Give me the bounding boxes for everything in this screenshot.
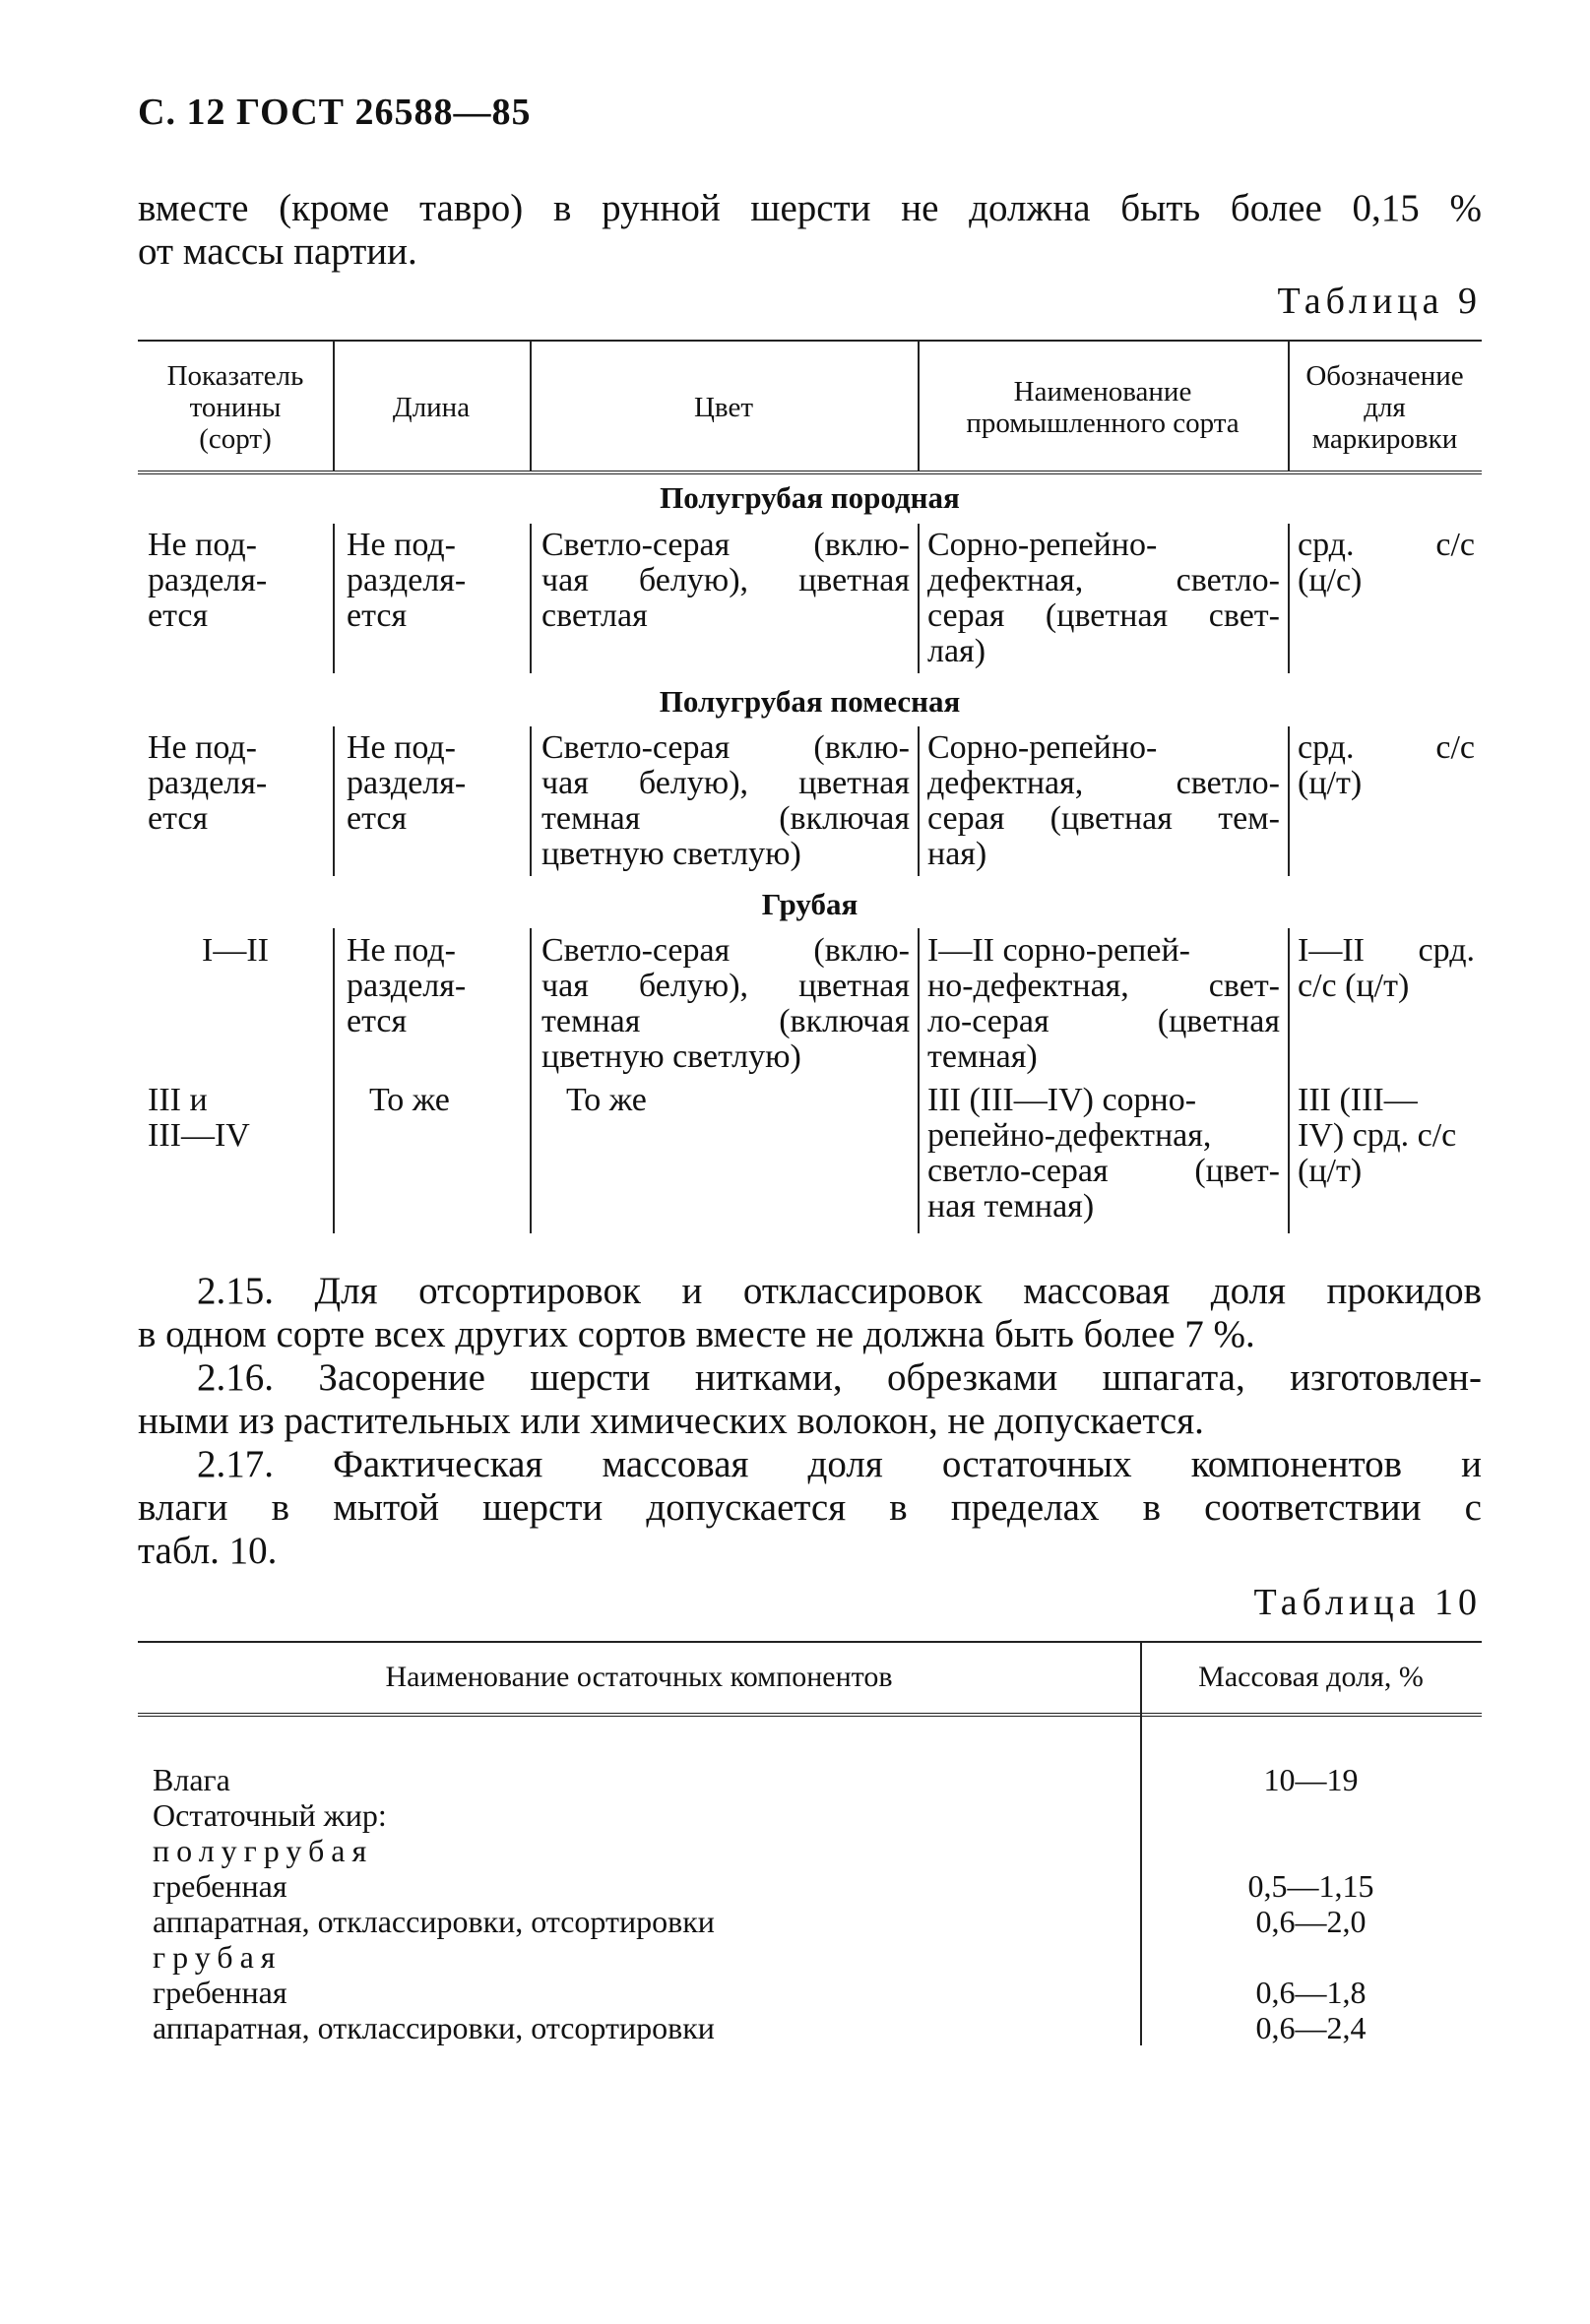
table9-divider xyxy=(530,524,532,673)
table9-divider xyxy=(333,726,335,876)
paragraph-line: ными из растительных или химических волокон, не допускается. xyxy=(138,1400,1204,1442)
paragraph-line: в одном сорте всех других сортов вместе не должна быть более 7 %. xyxy=(138,1313,1255,1355)
table-row-name: полугрубая xyxy=(153,1833,374,1868)
paragraph-line: 2.15. Для отсортировок и отклассировок массовая доля прокидов xyxy=(197,1270,1482,1312)
table9-header-length: Длина xyxy=(392,392,471,423)
table9-cell-length: Не под- разделя- ется xyxy=(347,729,467,837)
table9-cell-color: Светло-серая (вклю- чая белую), цветная темная (включая цветную светлую) xyxy=(541,932,910,1075)
table9-section-title: Полугрубая породная xyxy=(660,480,960,515)
table-row-name: аппаратная, отклассировки, отсортировки xyxy=(153,2010,715,2045)
table9-divider xyxy=(1288,928,1290,1233)
table9-cell-fineness: Не под- разделя- ется xyxy=(148,527,268,634)
table-row-value xyxy=(1140,1833,1482,1868)
paragraph-line: 2.16. Засорение шерсти нитками, обрезками шпагата, изготовлен- xyxy=(197,1356,1482,1399)
table9-divider xyxy=(333,524,335,673)
paragraph-line: 2.17. Фактическая массовая доля остаточных компонентов и xyxy=(197,1443,1482,1485)
table9-header-marking: Обозначение для маркировки xyxy=(1305,360,1464,455)
table10-top-rule xyxy=(138,1641,1482,1643)
table9-divider xyxy=(333,928,335,1233)
intro-line-2: от массы партии. xyxy=(138,230,417,273)
table-row-value: 10—19 xyxy=(1263,1762,1359,1797)
table9-divider xyxy=(1288,726,1290,876)
table9-top-rule xyxy=(138,340,1482,342)
table9-header-fineness: Показатель тонины (сорт) xyxy=(166,360,304,455)
table9-cell-length: Не под- разделя- ется xyxy=(347,932,467,1039)
table9-header-rule xyxy=(138,471,1482,474)
table-row-name: Остаточный жир: xyxy=(153,1797,387,1833)
table9-divider xyxy=(918,928,920,1233)
table-row-value xyxy=(1140,1797,1482,1833)
table-row-name: гребенная xyxy=(153,1975,287,2010)
table-row-value xyxy=(1140,1939,1482,1975)
table9-cell-color: Светло-серая (вклю- чая белую), цветная темная (включая цветную светлую) xyxy=(541,729,910,872)
table9-cell-grade: Сорно-репейно- дефектная, светло- серая (цветная тем- ная) xyxy=(927,729,1280,872)
paragraph-line: табл. 10. xyxy=(138,1530,278,1572)
table9-section-title: Грубая xyxy=(761,887,859,921)
table-row-name: гребенная xyxy=(153,1868,287,1904)
table9-caption: Таблица 9 xyxy=(1277,281,1482,322)
table9-header-grade: Наименование промышленного сорта xyxy=(966,376,1240,439)
table-row-value: 0,6—1,8 xyxy=(1255,1975,1367,2010)
table9-cell-fineness: III и III—IV xyxy=(148,1082,250,1154)
table9-cell-marking: III (III— IV) срд. с/с (ц/т) xyxy=(1298,1082,1457,1189)
table10-header-value: Массовая доля, % xyxy=(1198,1661,1424,1693)
table9-cell-length: Не под- разделя- ется xyxy=(347,527,467,634)
table-row-name: аппаратная, отклассировки, отсортировки xyxy=(153,1904,715,1939)
table9-cell-grade: Сорно-репейно- дефектная, светло- серая (цветная свет- лая) xyxy=(927,527,1280,669)
table9-cell-length: То же xyxy=(369,1082,450,1118)
table9-cell-grade: I—II сорно-репей- но-дефектная, свет- ло-серая (цветная темная) xyxy=(927,932,1280,1075)
table9-cell-color: То же xyxy=(566,1082,647,1118)
table9-divider xyxy=(530,928,532,1233)
table10-header-name: Наименование остаточных компонентов xyxy=(385,1661,893,1693)
table10-names xyxy=(153,1762,1127,2045)
paragraph-line: влаги в мытой шерсти допускается в пределах в соответствии с xyxy=(138,1486,1482,1529)
table9-cell-fineness: I—II xyxy=(202,932,269,969)
table-row-name: Влага xyxy=(153,1762,230,1797)
table9-divider xyxy=(1288,524,1290,673)
table-row-value: 0,5—1,15 xyxy=(1247,1868,1374,1904)
table10-values xyxy=(1140,1762,1482,2045)
table9-divider xyxy=(530,726,532,876)
table9-section-title: Полугрубая помесная xyxy=(659,684,961,719)
table9-cell-marking: срд. с/с (ц/т) xyxy=(1298,729,1475,801)
table9-divider xyxy=(918,726,920,876)
table9-cell-grade: III (III—IV) сорно- репейно-дефектная, светло-серая (цвет- ная темная) xyxy=(927,1082,1280,1225)
page-header: С. 12 ГОСТ 26588—85 xyxy=(138,92,532,133)
intro-line-1: вместе (кроме тавро) в рунной шерсти не должна быть более 0,15 % xyxy=(138,187,1482,229)
table9-cell-fineness: Не под- разделя- ется xyxy=(148,729,268,837)
table9-divider xyxy=(918,524,920,673)
table10-header-rule xyxy=(138,1713,1482,1717)
table9-cell-marking: срд. с/с (ц/с) xyxy=(1298,527,1475,598)
table-row-value: 0,6—2,4 xyxy=(1255,2010,1367,2045)
table10-caption: Таблица 10 xyxy=(1253,1582,1482,1623)
table-row-value: 0,6—2,0 xyxy=(1255,1904,1367,1939)
table9-cell-marking: I—II срд. с/с (ц/т) xyxy=(1298,932,1475,1004)
table-row-name: грубая xyxy=(153,1939,283,1975)
table9-cell-color: Светло-серая (вклю- чая белую), цветная светлая xyxy=(541,527,910,634)
table9-header-color: Цвет xyxy=(693,392,753,423)
